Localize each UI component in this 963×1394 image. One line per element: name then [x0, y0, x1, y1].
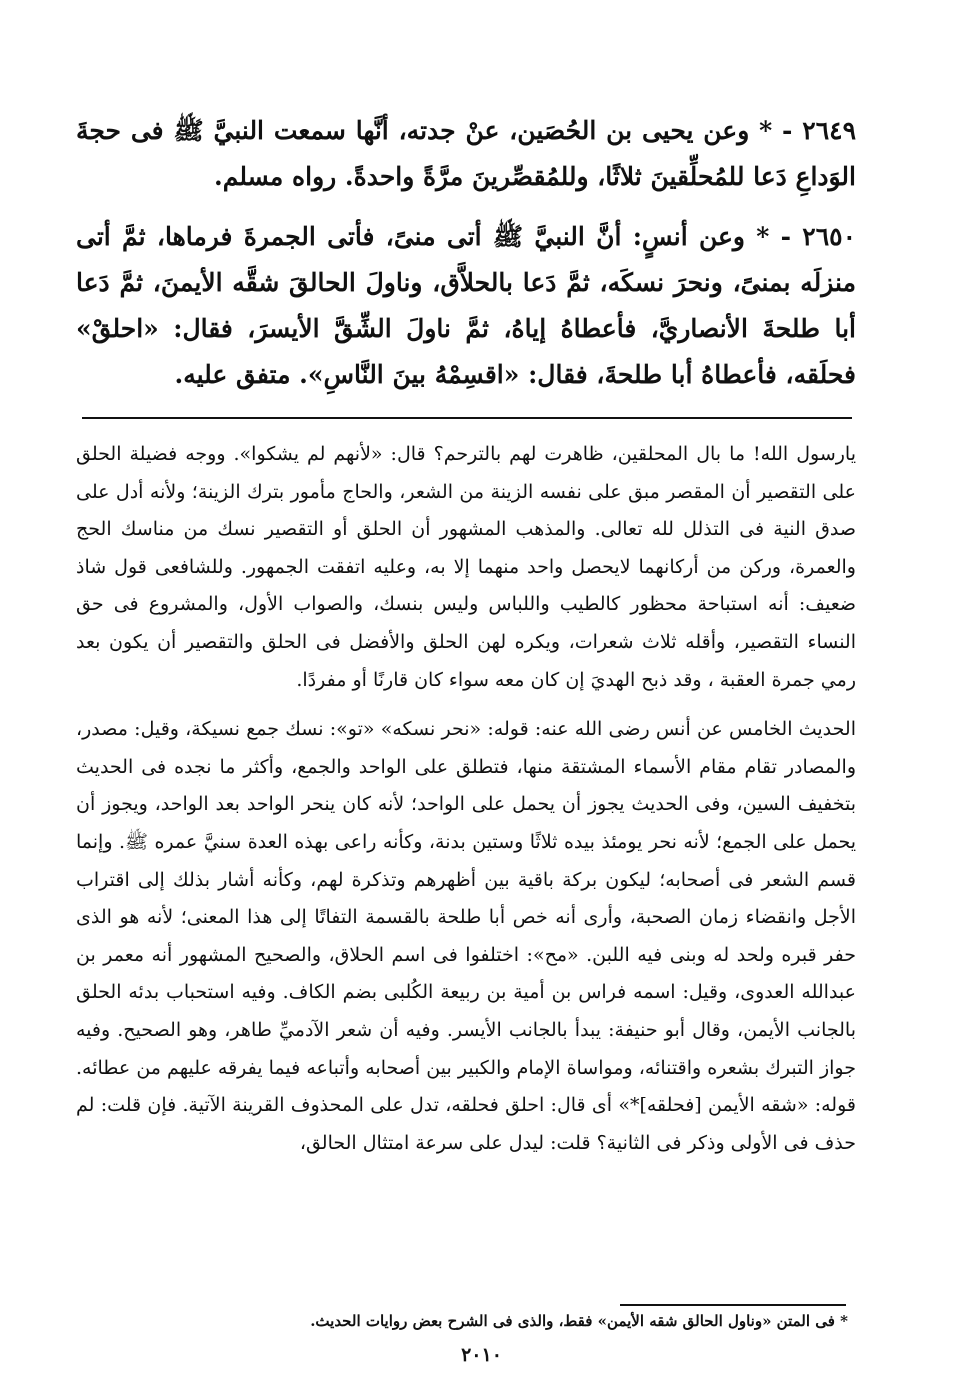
commentary-paragraph: الحديث الخامس عن أنس رضى الله عنه: قوله: «نحر نسكه» «تو»: نسك جمع نسيكة، وقيل: مصدر، والمصادر تقام مقام الأسماء المشتقة منها، فتطلق على الواحد والجمع، وأكثر ما نجده فى الحديث بتخفيف السين، وفى الحديث يجوز أن يحمل على الواحد؛ لأنه كان ينحر الواحد بعد الواحد، ويجوز أن يحمل على الجمع؛ لأنه نحر يومئذ بيده ثلاثًا وستين بدنة، وكأنه راعى بهذه العدة سنيَّ عمره ﷺ. وإنما قسم الشعر فى أصحابه؛ ليكون بركة باقية بين أظهرهم وتذكرة لهم، وكأنه أشار بذلك إلى اقتراب الأجل وانقضاء زمان الصحبة، وأرى أنه خص أبا طلحة بالقسمة التفاتًا إلى هذا المعنى؛ لأنه هو الذى حفر قبره ولحد له وبنى فيه اللبن. «مح»: اختلفوا فى اسم الحلاق، والصحيح المشهور أنه معمر بن عبدالله العدوى، وقيل: اسمه فراس بن أمية بن ربيعة الكُلبى بضم الكاف. وفيه استحباب بدئه الحلق بالجانب الأيمن، وقال أبو حنيفة: يبدأ بالجانب الأيسر. وفيه أن شعر الآدميِّ طاهر، وهو الصحيح. وفيه جواز التبرك بشعره واقتنائه، ومواساة الإمام والكبير بين أصحابه وأتباعه فيما يفرقه عليهم من عطائه. قوله: «شقه الأيمن [فحلقه]*» أى قال: احلق فحلقه، تدل على المحذوف القرينة الآتية. فإن قلت: لم حذف فى الأولى وذكر فى الثانية؟ قلت: ليدل على سرعة امتثال الحالق، [76, 718, 856, 1154]
section-divider [82, 417, 852, 419]
footnote: * فى المتن «وناول الحالق شقه الأيمن» فقط، والذى فى الشرح بعض روايات الحديث. [310, 1312, 848, 1330]
commentary-paragraph: يارسول الله! ما بال المحلقين، ظاهرت لهم بالترحم؟ قال: «لأنهم لم يشكوا». ووجه فضيلة الحلق على التقصير أن المقصر مبق على نفسه الزينة من الشعر، والحاج مأمور بترك الزينة؛ ولأنه أدل على صدق النية فى التذلل لله تعالى. والمذهب المشهور أن الحلق أو التقصير نسك من مناسك الحج والعمرة، وركن من أركانهما لايحصل واحد منهما إلا به، وعليه اتفقت الجمهور. وللشافعى قول شاذ ضعيف: أنه استباحة محظور كالطيب واللباس وليس بنسك، والصواب الأول، والمشروع فى حق النساء التقصير، وأقله ثلاث شعرات، ويكره لهن الحلق والأفضل فى الحلق والتقصير أن يكون بعد رمي جمرة العقبة ، وقد ذبح الهديَ إن كان معه سواء كان قارنًا أو مفردًا. [76, 443, 856, 691]
hadith-section [76, 108, 856, 412]
footnote-divider [620, 1304, 846, 1306]
commentary-section [76, 436, 856, 1174]
hadith-2650: ٢٦٥٠ - * وعن أنسٍ: أنَّ النبيَّ ﷺ أتى منىً، فأتى الجمرةَ فرماها، ثمَّ أتى منزلَه بمنىً، ونحرَ نسكَه، ثمَّ دَعا بالحلاَّق، وناولَ الحالقَ شقَّه الأيمنَ، ثمَّ دَعا أبا طلحةَ الأنصاريَّ، فأعطاهُ إياهُ، ثمَّ ناولَ الشِّقَّ الأيسرَ، فقال: «احلقْ» فحلَقه، فأعطاهُ أبا طلحةَ، فقال: «اقسِمْهُ بينَ النَّاسِ». متفق عليه. [76, 222, 856, 389]
page-number: ٢٠١٠ [461, 1344, 502, 1366]
hadith-2649: ٢٦٤٩ - * وعن يحيى بن الحُصَين، عنْ جدته، أنَّها سمعت النبيَّ ﷺ فى حجةَ الوَداعِ دَعا للمُحلِّقينَ ثلاثًا، وللمُقصِّرينَ مرَّةً واحدةً. رواه مسلم. [76, 116, 856, 191]
